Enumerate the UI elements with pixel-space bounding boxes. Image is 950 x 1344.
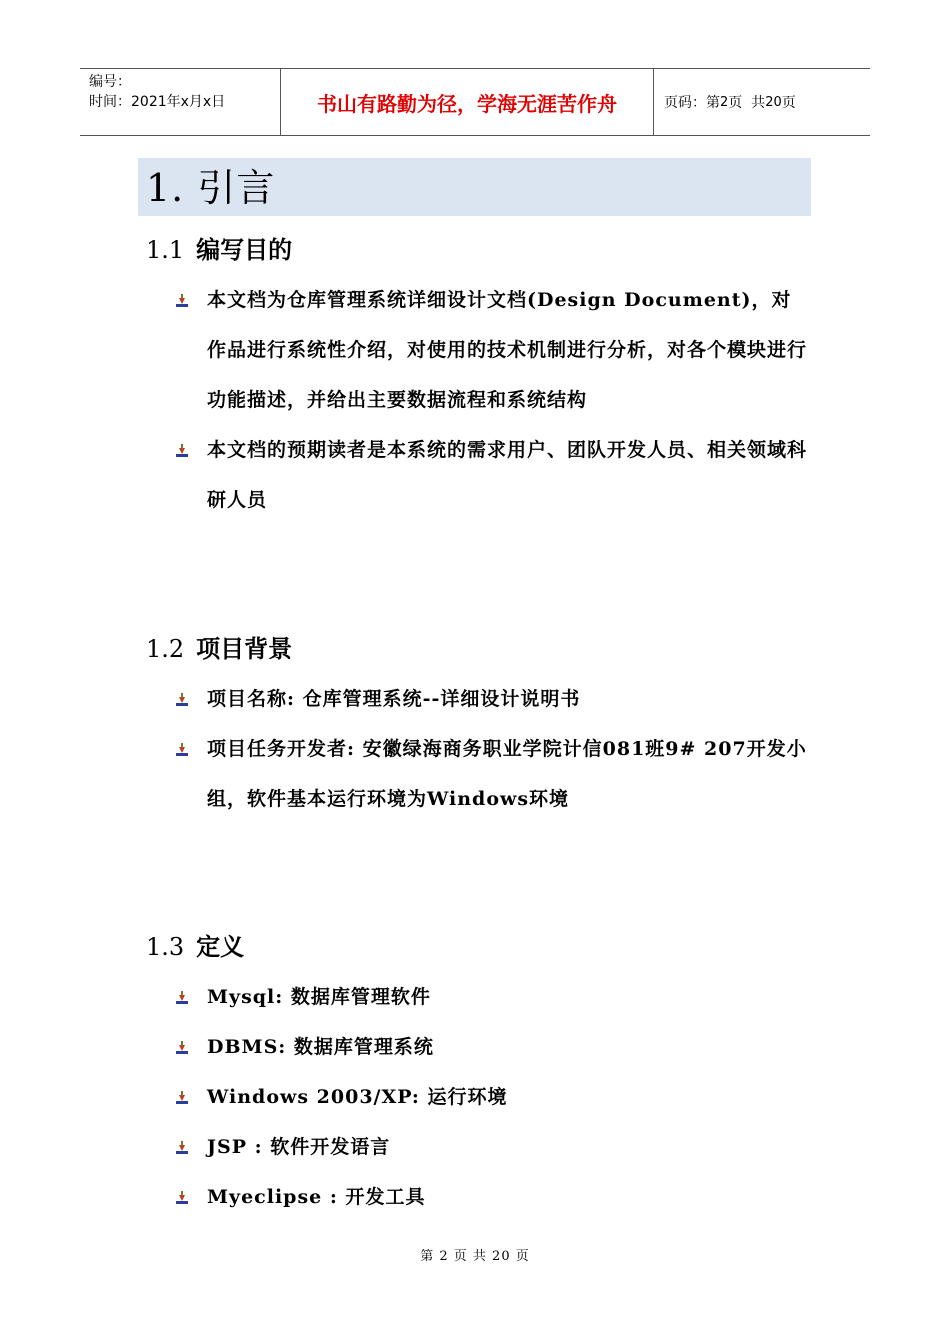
page-num: 2 [720, 94, 729, 110]
heading-text: 编写目的 [196, 235, 293, 264]
list-item: 项目任务开发者: 安徽绿海商务职业学院计信081班9# 207开发小组，软件基本运行环境为Windows环境 [207, 738, 807, 810]
header-motto: 书山有路勤为径，学海无涯苦作舟 [281, 69, 654, 135]
page-mid: 页 共 [728, 95, 766, 111]
heading-1-2 [146, 634, 292, 664]
heading-1-3 [146, 932, 244, 962]
bullet-icon [174, 1090, 190, 1106]
list-item: Mysql: 数据库管理软件 [207, 986, 431, 1008]
list-item: Windows 2003/XP: 运行环境 [207, 1086, 508, 1108]
page-post: 页 [781, 95, 796, 111]
header-page-info [654, 69, 870, 135]
list-item: 项目名称: 仓库管理系统--详细设计说明书 [207, 688, 581, 710]
heading-text: 定义 [196, 932, 245, 961]
bullet-icon [174, 1190, 190, 1206]
page-pre: 页码：第 [664, 95, 720, 111]
heading-1-1 [146, 235, 292, 265]
code-label: 编号： [89, 74, 131, 90]
heading-number: 1.2 [146, 635, 185, 663]
bullet-icon [174, 1140, 190, 1156]
list-item: 本文档的预期读者是本系统的需求用户、团队开发人员、相关领域科研人员 [207, 439, 808, 511]
bullet-icon [174, 990, 190, 1006]
bullet-icon [174, 1040, 190, 1056]
list-item: DBMS: 数据库管理系统 [207, 1036, 434, 1058]
list-item: Myeclipse : 开发工具 [207, 1186, 426, 1208]
page-header [80, 68, 870, 136]
bullet-icon [174, 742, 190, 758]
section-title: 1. 引言 [146, 166, 276, 210]
page-total: 20 [765, 94, 782, 110]
heading-text: 项目背景 [196, 634, 293, 663]
header-meta [80, 69, 281, 135]
heading-number: 1.1 [146, 236, 185, 264]
bullet-icon [174, 692, 190, 708]
list-item: JSP : 软件开发语言 [207, 1136, 391, 1158]
time-label: 时间：2021年x月x日 [89, 94, 226, 110]
bullet-icon [174, 443, 190, 459]
list-item: 本文档为仓库管理系统详细设计文档(Design Document)，对作品进行系统性介绍，对使用的技术机制进行分析，对各个模块进行功能描述，并给出主要数据流程和系统结构 [207, 289, 808, 411]
page-footer: 第 2 页 共 20 页 [420, 1249, 530, 1264]
bullet-icon [174, 293, 190, 309]
heading-number: 1.3 [146, 933, 185, 961]
